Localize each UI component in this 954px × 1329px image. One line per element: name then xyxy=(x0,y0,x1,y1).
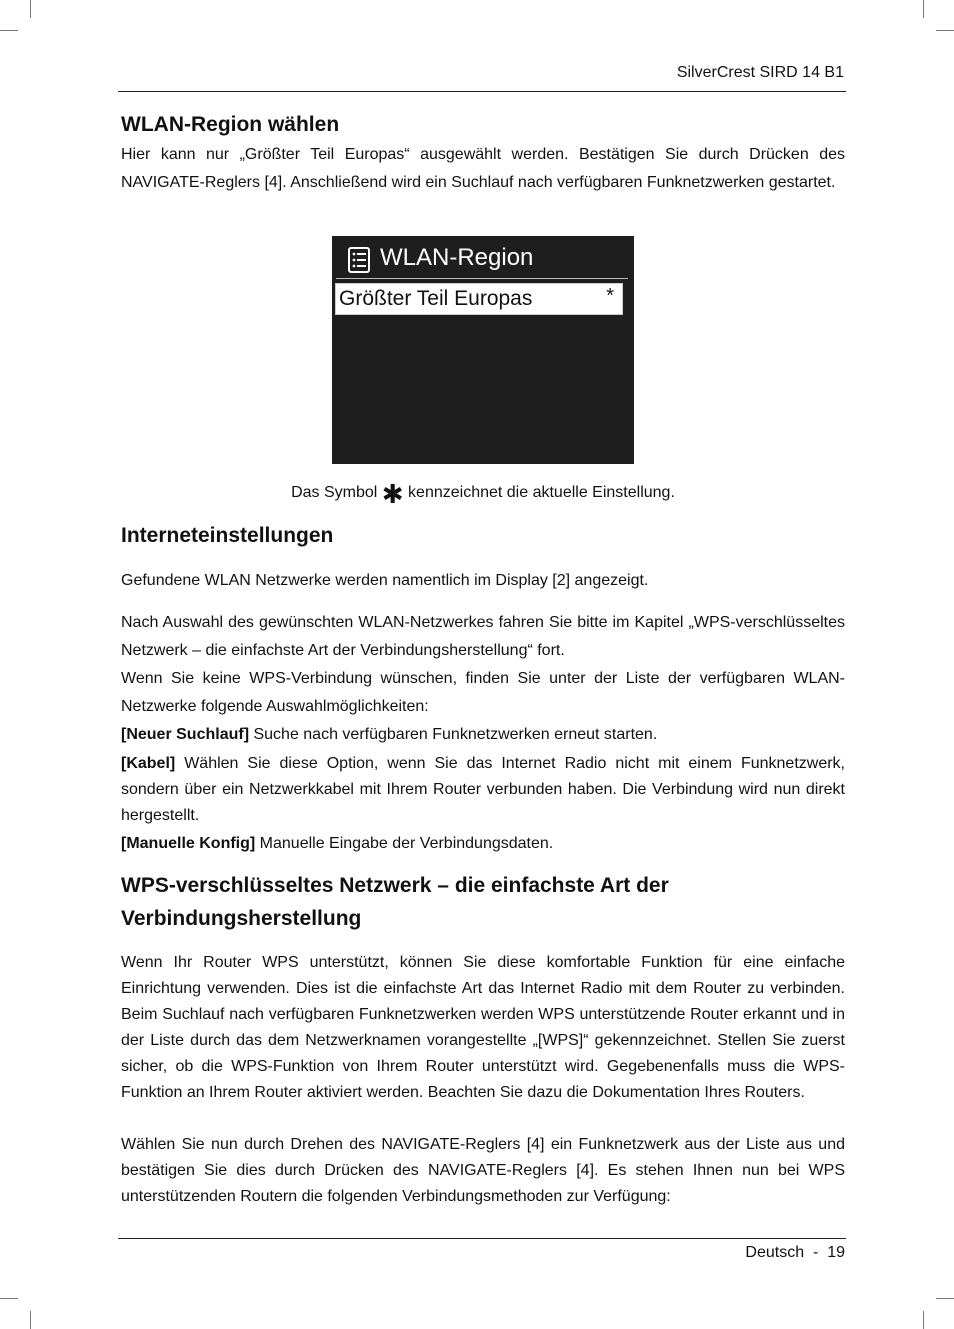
option-label: [Neuer Suchlauf] xyxy=(121,726,250,743)
option-label: [Kabel] xyxy=(121,755,176,772)
list-icon xyxy=(348,247,370,273)
heading-wps-line-1: WPS-verschlüsseltes Netzwerk – die einfachste Art der xyxy=(121,874,669,897)
caption-text-before: Das Symbol xyxy=(291,484,378,501)
caption-text-after: kennzeichnet die aktuelle Einstellung. xyxy=(408,484,675,501)
figure-caption xyxy=(121,479,845,509)
crop-mark xyxy=(0,30,18,31)
crop-mark xyxy=(923,1311,924,1329)
crop-mark xyxy=(936,30,954,31)
heading-interneteinstellungen: Interneteinstellungen xyxy=(121,524,334,547)
crop-mark xyxy=(936,1298,954,1299)
option-neuer-suchlauf xyxy=(121,722,845,748)
running-header: SilverCrest SIRD 14 B1 xyxy=(676,64,844,81)
page-footer: Deutsch - 19 xyxy=(745,1244,845,1261)
option-label: [Manuelle Konfig] xyxy=(121,835,256,852)
option-text: Suche nach verfügbaren Funknetzwerken erneut starten. xyxy=(253,726,658,743)
display-divider xyxy=(336,278,628,279)
option-text: Wählen Sie diese Option, wenn Sie das Internet Radio nicht mit einem Funknetzwerk, sondern über ein Netzwerkkabel mit Ihrem Router verbunden haben. Die Verbindung wird nun direkt hergestellt. xyxy=(121,755,845,824)
heading-wps-line-2: Verbindungsherstellung xyxy=(121,907,362,930)
crop-mark xyxy=(30,0,31,18)
crop-mark xyxy=(923,0,924,18)
option-manuelle-konfig xyxy=(121,831,845,857)
paragraph-wlan-region: Hier kann nur „Größter Teil Europas“ ausgewählt werden. Bestätigen Sie durch Drücken des NAVIGATE-Reglers [4]. Anschließend wird ein Suchlauf nach verfügbaren Funknetzwerken gestartet. xyxy=(121,146,845,191)
display-title: WLAN-Region xyxy=(380,244,534,271)
current-setting-marker: * xyxy=(606,285,614,307)
footer-rule xyxy=(118,1238,846,1239)
option-text: Manuelle Eingabe der Verbindungsdaten. xyxy=(259,835,554,852)
display-selected-item xyxy=(335,283,623,315)
asterisk-icon: ✱ xyxy=(381,479,404,509)
crop-mark xyxy=(0,1298,18,1299)
heading-wlan-region: WLAN-Region wählen xyxy=(121,113,340,136)
header-rule xyxy=(118,91,846,92)
paragraph-internet-2: Nach Auswahl des gewünschten WLAN-Netzwerkes fahren Sie bitte im Kapitel „WPS-verschlüsseltes Netzwerk – die einfachste Art der Verbindungsherstellung“ fort. xyxy=(121,614,845,659)
paragraph-internet-1: Gefundene WLAN Netzwerke werden namentlich im Display [2] angezeigt. xyxy=(121,572,649,589)
crop-mark xyxy=(30,1311,31,1329)
paragraph-wps-1: Wenn Ihr Router WPS unterstützt, können Sie diese komfortable Funktion für eine einfache Einrichtung verwenden. Dies ist die einfachste Art das Internet Radio mit dem Router zu verbinden. Beim Suchlauf nach verfügbaren Funknetzwerken werden WPS unterstützende Router erkannt und in der Liste durch das dem Netzwerknamen vorangestellte „[WPS]“ gekennzeichnet. Stellen Sie zuerst sicher, ob die WPS-Funktion von Ihrem Router unterstützt wird. Gegebenenfalls muss die WPS-Funktion an Ihrem Router aktiviert werden. Beachten Sie dazu die Dokumentation Ihres Routers. xyxy=(121,954,845,1101)
device-display xyxy=(332,236,634,464)
option-kabel xyxy=(121,751,845,829)
display-item-label: Größter Teil Europas xyxy=(339,287,533,310)
paragraph-internet-3: Wenn Sie keine WPS-Verbindung wünschen, finden Sie unter der Liste der verfügbaren WLAN-Netzwerke folgende Auswahlmöglichkeiten: xyxy=(121,670,845,715)
paragraph-wps-2: Wählen Sie nun durch Drehen des NAVIGATE-Reglers [4] ein Funknetzwerk aus der Liste aus und bestätigen Sie dies durch Drücken des NAVIGATE-Reglers [4]. Es stehen Ihnen nun bei WPS unterstützenden Routern die folgenden Verbindungsmethoden zur Verfügung: xyxy=(121,1136,845,1205)
